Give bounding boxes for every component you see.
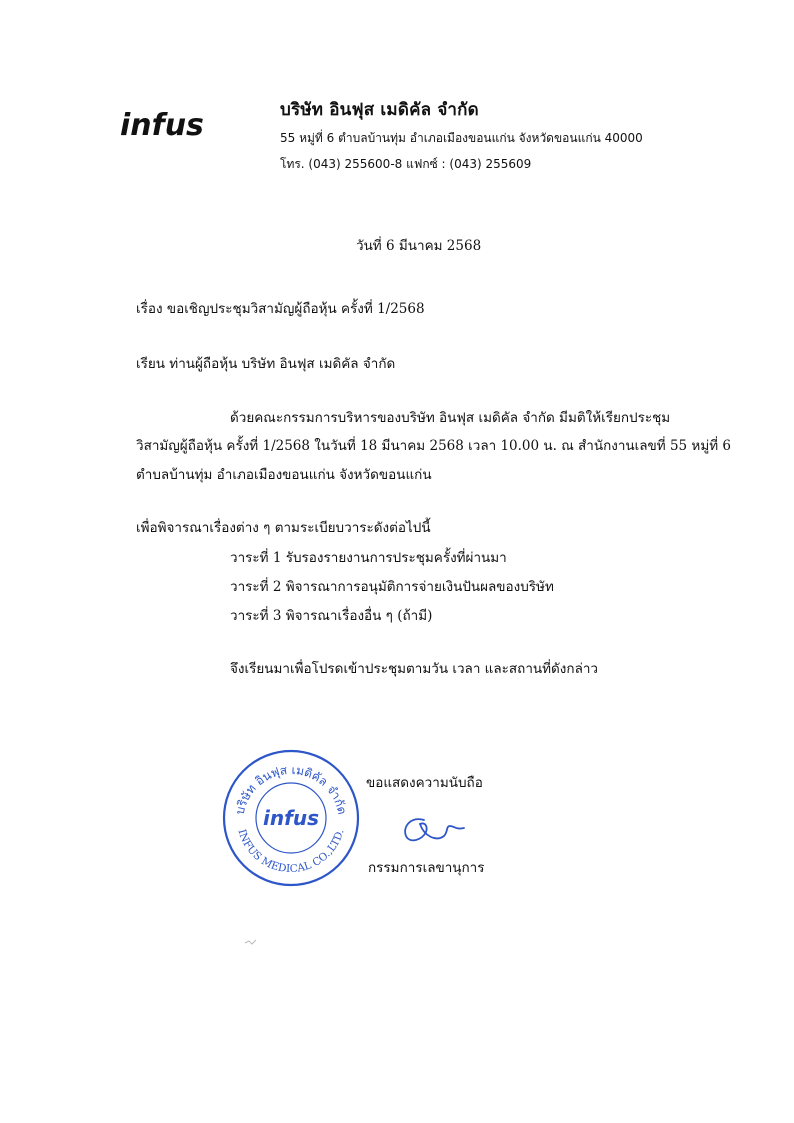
scan-speck — [244, 938, 258, 946]
company-logo — [120, 108, 242, 140]
agenda-item: วาระที่ 1 รับรองรายงานการประชุมครั้งที่ผ่านมา — [230, 550, 507, 566]
company-address: 55 หมู่ที่ 6 ตำบลบ้านทุ่ม อำเภอเมืองขอนแก่น จังหวัดขอนแก่น 40000 — [280, 131, 643, 145]
stamp-bottom-text: INFUS MEDICAL CO.,LTD. — [235, 827, 347, 876]
body-line: ด้วยคณะกรรมการบริหารของบริษัท อินฟุส เมดิคัล จำกัด มีมติให้เรียกประชุม — [230, 410, 671, 426]
letter-date: วันที่ 6 มีนาคม 2568 — [356, 238, 482, 254]
logo-text: infus — [120, 108, 204, 140]
company-name: บริษัท อินฟุส เมดิคัล จำกัด — [280, 100, 479, 120]
company-contact: โทร. (043) 255600-8 แฟกซ์ : (043) 255609 — [280, 157, 532, 171]
agenda-item: วาระที่ 3 พิจารณาเรื่องอื่น ๆ (ถ้ามี) — [230, 608, 433, 624]
letter-salutation: เรียน ท่านผู้ถือหุ้น บริษัท อินฟุส เมดิคัล จำกัด — [136, 356, 396, 372]
agenda-intro: เพื่อพิจารณาเรื่องต่าง ๆ ตามระเบียบวาระดังต่อไปนี้ — [136, 520, 431, 536]
letter-subject: เรื่อง ขอเชิญประชุมวิสามัญผู้ถือหุ้น ครั้งที่ 1/2568 — [136, 301, 425, 317]
body-line: วิสามัญผู้ถือหุ้น ครั้งที่ 1/2568 ในวันที่ 18 มีนาคม 2568 เวลา 10.00 น. ณ สำนักงานเลขที่ 55 หมู่ที่ 6 — [136, 438, 732, 454]
stamp-logo-text: infus — [263, 806, 319, 830]
signature — [398, 812, 470, 846]
agenda-item: วาระที่ 2 พิจารณาการอนุมัติการจ่ายเงินปันผลของบริษัท — [230, 579, 554, 595]
closing-line: จึงเรียนมาเพื่อโปรดเข้าประชุมตามวัน เวลา และสถานที่ดังกล่าว — [230, 661, 599, 677]
stamp-top-text: บริษัท อินฟุส เมดิคัล จำกัด — [232, 762, 350, 816]
body-line: ตำบลบ้านทุ่ม อำเภอเมืองขอนแก่น จังหวัดขอนแก่น — [136, 467, 432, 483]
regards: ขอแสดงความนับถือ — [366, 775, 483, 791]
company-stamp — [221, 748, 361, 888]
signer-title: กรรมการเลขานุการ — [368, 860, 485, 876]
